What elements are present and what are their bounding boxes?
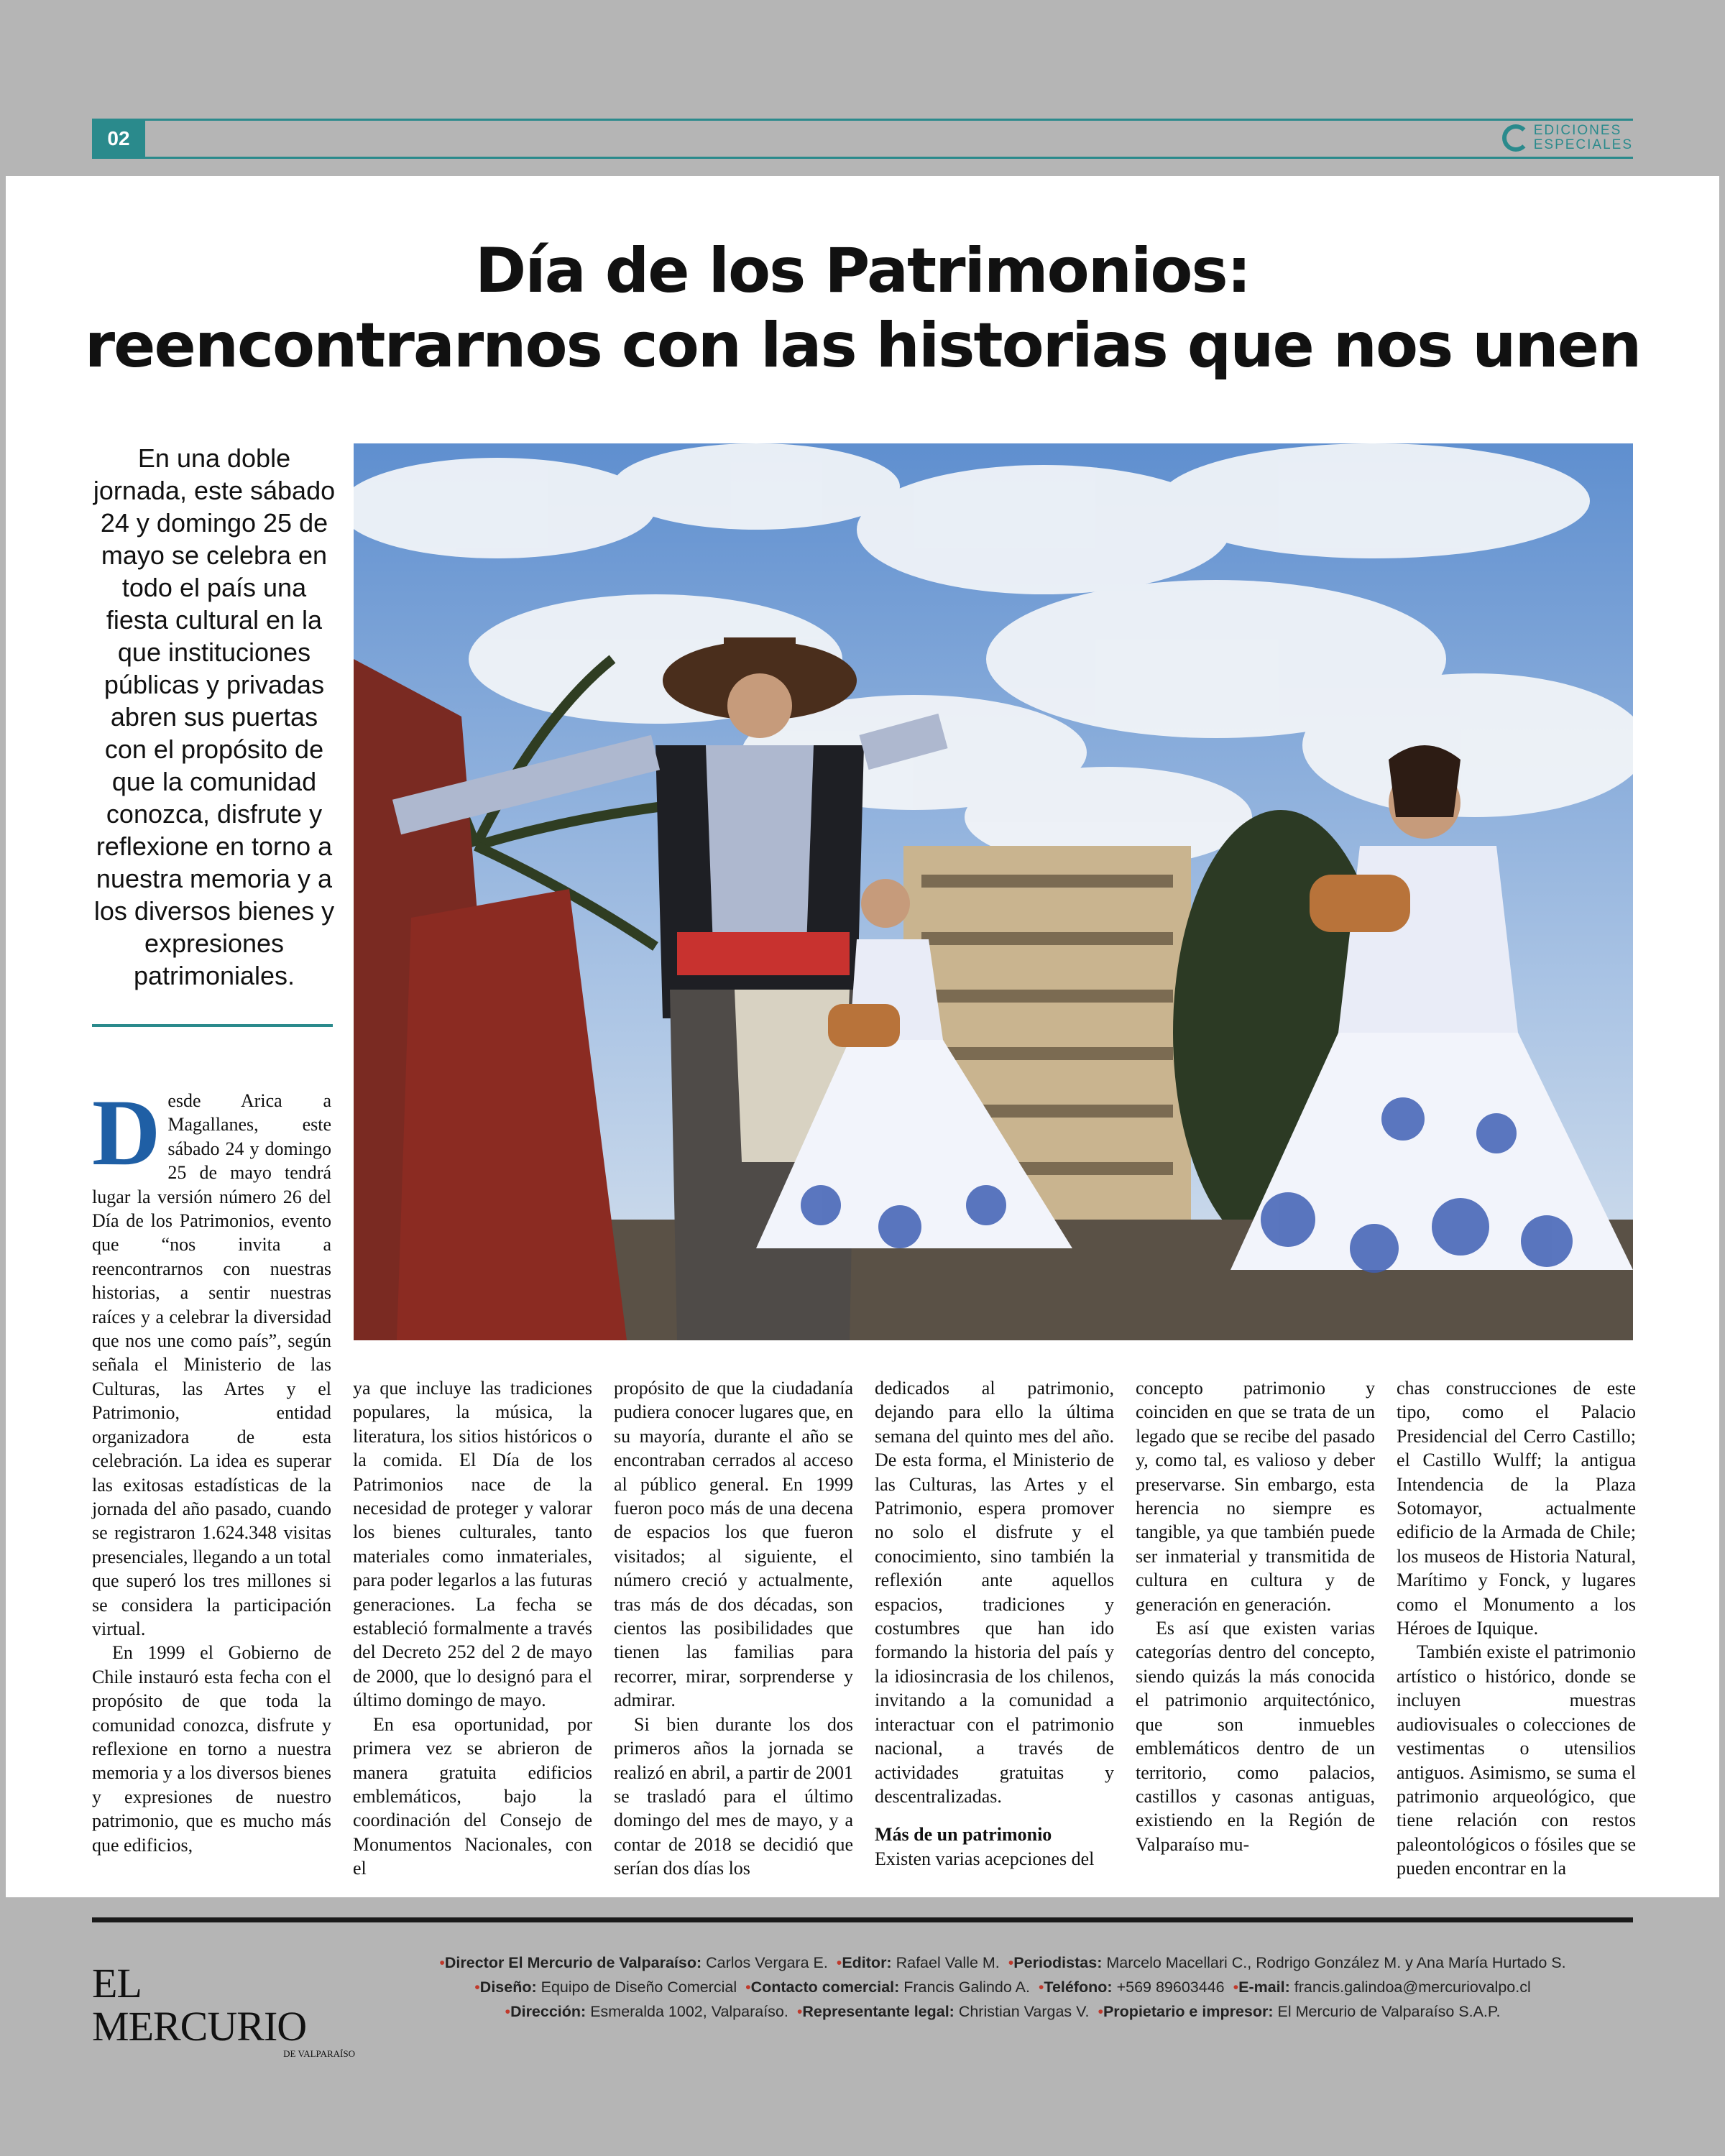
direccion-label: Dirección: [510,2003,586,2020]
director-name: Carlos Vergara E. [706,1954,828,1971]
article-paragraph [92,1079,331,1641]
article-paragraph: En esa oportunidad, por primera vez se abrieron de manera gratuita edificios emblemáticos, bajo la coordinación del Consejo de Monumentos Nacionales, con el [353,1713,592,1879]
staff-credits: •Director El Mercurio de Valparaíso: Carlos Vergara E. •Editor: Rafael Valle M. •Periodistas: Marcelo Macellari C., Rodrigo González M. y Ana María Hurtado S. •Diseño: Equipo de Diseño Comercial •Contacto comercial: Francis Galindo A. •Teléfono: +569 89603446 •E-mail: francis.galindoa@mercuriovalpo.cl •Dirección: Esmeralda 1002, Valparaíso. •Representante legal: Christian Vargas V. •Propietario e impresor: El Mercurio de Valparaíso S.A.P. [439,1954,1566,2020]
propietario-value: El Mercurio de Valparaíso S.A.P. [1277,2003,1501,2020]
representante-value: Christian Vargas V. [958,2003,1090,2020]
article-paragraph: En 1999 el Gobierno de Chile instauró esta fecha con el propósito de que toda la comunidad conozca, disfrute y reflexione en torno a nuestra memoria y a los diversos bienes y expresiones de nuestro patrimonio, que es mucho más que edificios, [92,1642,331,1856]
brand-line2: ESPECIALES [1533,137,1633,152]
article-column-1 [92,1079,331,1857]
article-paragraph: Es así que existen varias categorías dentro del concepto, siendo quizás la más conocida el patrimonio arquitectónico, que son inmuebles emblemáticos dentro de un territorio, como palacios, castillos y casonas antiguas, existiendo en la Región de Valparaíso mu- [1136,1618,1375,1855]
article-paragraph: ya que incluye las tradiciones populares, la música, la literatura, los sitios históricos o la comida. El Día de los Patrimonios nace de la necesidad de proteger y valorar los bienes culturales, tanto materiales como inmateriales, para poder legarlos a las futuras generaciones. La fecha se estableció formalmente a través del Decreto 252 del 2 de mayo de 2000, que lo designó para el último domingo de mayo. [353,1378,592,1711]
cueca-dancers-photo [354,443,1633,1340]
page-number: 02 [92,121,145,157]
page-header-bar [92,119,1633,159]
representante-label: Representante legal: [802,2003,954,2020]
article-paragraph: Si bien durante los dos primeros años la jornada se realizó en abril, a partir de 2001 se trasladó para el último domingo del mes de mayo, y a contar de 2018 se decidió que serían dos días los [614,1713,853,1879]
article-column-3 [614,1376,853,1881]
footer-divider [92,1917,1633,1922]
diseno-label: Diseño: [479,1978,537,1996]
telefono-label: Teléfono: [1044,1978,1113,1996]
ediciones-especiales-brand [1502,122,1633,154]
email-label: E-mail: [1238,1978,1290,1996]
contacto-label: Contacto comercial: [750,1978,900,1996]
subheading: Más de un patrimonio [875,1824,1052,1846]
article-paragraph: propósito de que la ciudadanía pudiera conocer lugares que, en su mayoría, durante el año se encontraban cerrados al acceso al público general. En 1999 fueron poco más de una decena de espacios los que fueron visitados; al siguiente, el número creció y actualmente, tras más de dos décadas, son cientos las posibilidades que tienen las familias para recorrer, mirar, sorprenderse y admirar. [614,1378,853,1711]
article-deck: En una doble jornada, este sábado 24 y domingo 25 de mayo se celebra en todo el país una fiesta cultural en la que instituciones públicas y privadas abren sus puertas con el propósito de que la comunidad conozca, disfrute y reflexione en torno a nuestra memoria y a los diversos bienes y expresiones patrimoniales. [93,443,336,990]
headline [6,234,1719,383]
logo-subtitle: DE VALPARAÍSO [283,2048,355,2059]
logo-wordmark: EL MERCURIO [92,1960,307,2050]
article-column-4 [875,1376,1114,1871]
diseno-value: Equipo de Diseño Comercial [540,1978,737,1996]
article-page [6,176,1719,1897]
article-column-2 [353,1376,592,1881]
email-value: francis.galindoa@mercuriovalpo.cl [1294,1978,1531,1996]
headline-line2: reencontrarnos con las historias que nos unen [84,310,1641,382]
periodistas-label: Periodistas: [1013,1954,1103,1971]
deck-divider [92,1024,333,1027]
editor-label: Editor: [842,1954,892,1971]
headline-line1: Día de los Patrimonios: [474,235,1251,307]
el-mercurio-logo [92,1962,358,2060]
drop-cap: D [92,1079,161,1185]
editor-name: Rafael Valle M. [896,1954,1000,1971]
article-column-6 [1397,1376,1636,1881]
direccion-value: Esmeralda 1002, Valparaíso. [590,2003,788,2020]
periodistas-names: Marcelo Macellari C., Rodrigo González M. y Ana María Hurtado S. [1106,1954,1566,1971]
brand-line1: EDICIONES [1533,123,1622,138]
article-paragraph: Existen varias acepciones del [875,1848,1095,1869]
paragraph-text: esde Arica a Magallanes, este sábado 24 y domingo 25 de mayo tendrá lugar la versión número 26 del Día de los Patrimonios, evento que “nos invita a reencontrarnos con nuestras historias, a sentir nuestras raíces y a celebrar la diversidad que nos une como país”, según señala el Ministerio de las Culturas, las Artes y el Patrimonio, entidad organizadora de esta celebración. La idea es superar las exitosas estadísticas de la jornada del año pasado, cuando se registraron 1.624.348 visitas presenciales, llegando a un total que superó los tres millones si se considera la participación virtual. [92,1090,331,1639]
propietario-label: Propietario e impresor: [1103,2003,1274,2020]
article-paragraph: También existe el patrimonio artístico o histórico, donde se incluyen muestras audiovisuales o colecciones de vestimentas o utensilios antiguos. Asimismo, se suma el patrimonio arqueológico, que tiene relación con restos paleontológicos o fósiles que se pueden encontrar en la [1397,1641,1636,1879]
telefono-value: +569 89603446 [1116,1978,1225,1996]
article-paragraph: dedicados al patrimonio, dejando para ello la última semana del quinto mes del año. De esta forma, el Ministerio de las Culturas, las Artes y el Patrimonio, espera promover no solo el disfrute y el conocimiento, sino también la reflexión ante aquellos espacios, tradiciones y costumbres que han ido formando la historia del país y la idiosincrasia de los chilenos, invitando a la comunidad a interactuar con el patrimonio nacional, a través de actividades gratuitas y descentralizadas. [875,1378,1114,1807]
ediciones-logo-icon [1502,124,1530,152]
article-paragraph: chas construcciones de este tipo, como el Palacio Presidencial del Cerro Castillo; el Castillo Wulff; la antigua Intendencia de la Plaza Sotomayor, actualmente edificio de la Armada de Chile; los museos de Historia Natural, Marítimo y Fonck, y lugares como el Monumento a los Héroes de Iquique. [1397,1378,1636,1639]
article-paragraph: concepto patrimonio y coinciden en que se trata de un legado que se recibe del pasado y, como tal, es valioso y deber preservarse. Sin embargo, esta herencia no siempre es tangible, ya que también puede ser inmaterial y transmitida de cultura en cultura y de generación en generación. [1136,1378,1375,1615]
contacto-value: Francis Galindo A. [903,1978,1030,1996]
article-column-5 [1136,1376,1375,1856]
director-label: Director El Mercurio de Valparaíso: [444,1954,702,1971]
